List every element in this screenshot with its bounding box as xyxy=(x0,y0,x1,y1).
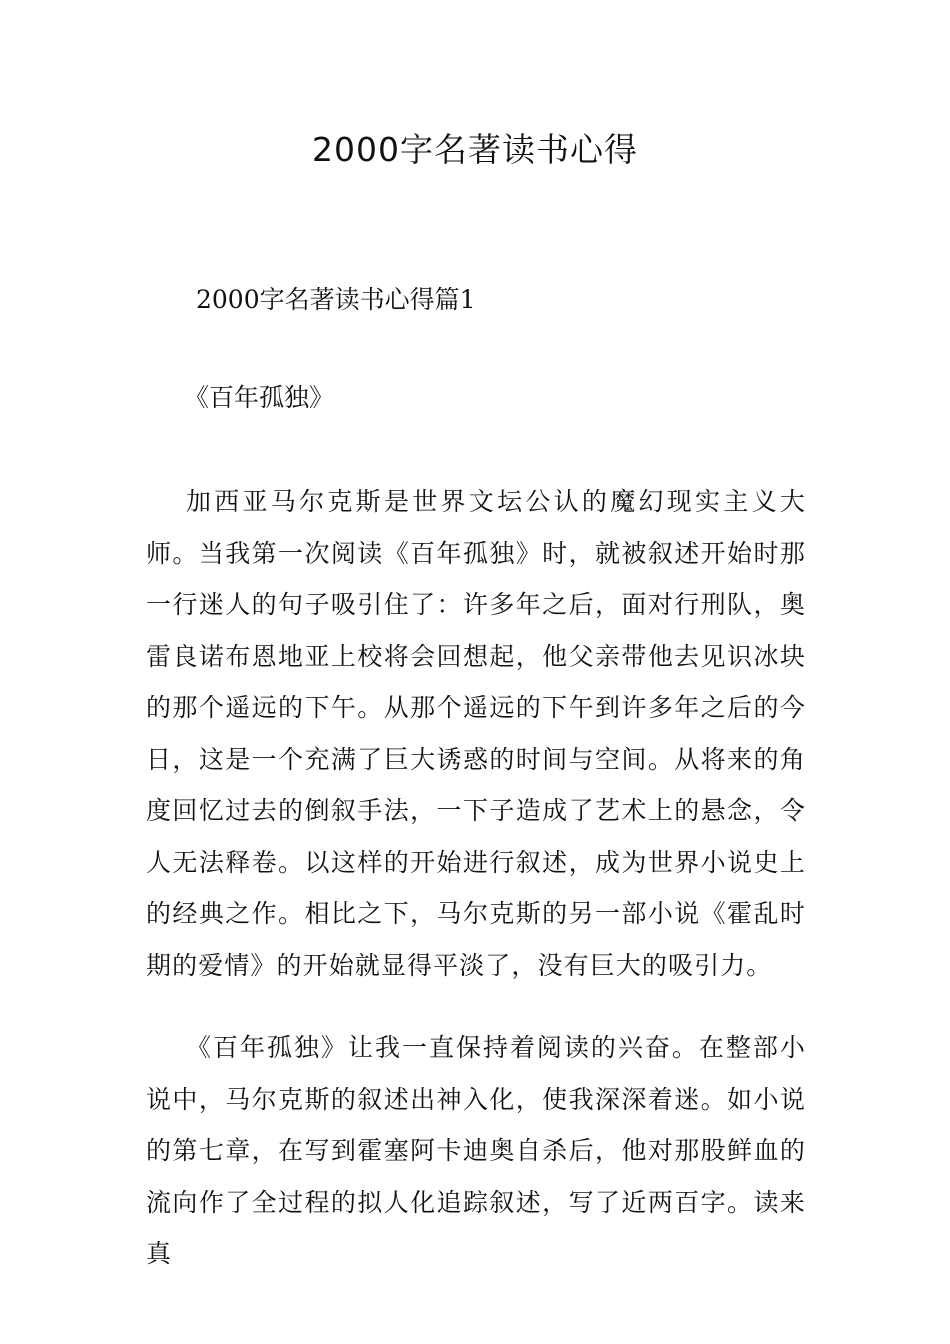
book-title: 《百年孤独》 xyxy=(184,383,335,412)
paragraph-2: 《百年孤独》让我一直保持着阅读的兴奋。在整部小说中，马尔克斯的叙述出神入化，使我深深着迷。如小说的第七章，在写到霍塞阿卡迪奥自杀后，他对那股鲜血的流向作了全过程的拟人化追踪叙述，写了近两百字。读来真 xyxy=(146,1033,806,1268)
document-title: 2000字名著读书心得 xyxy=(312,130,638,169)
paragraph-1: 加西亚马尔克斯是世界文坛公认的魔幻现实主义大师。当我第一次阅读《百年孤独》时，就被叙述开始时那一行迷人的句子吸引住了：许多年之后，面对行刑队，奥雷良诺布恩地亚上校将会回想起，他父亲带他去见识冰块的那个遥远的下午。从那个遥远的下午到许多年之后的今日，这是一个充满了巨大诱惑的时间与空间。从将来的角度回忆过去的倒叙手法，一下子造成了艺术上的悬念，令人无法释卷。以这样的开始进行叙述，成为世界小说史上的经典之作。相比之下，马尔克斯的另一部小说《霍乱时期的爱情》的开始就显得平淡了，没有巨大的吸引力。 xyxy=(146,487,806,980)
section-heading: 2000字名著读书心得篇1 xyxy=(196,285,476,314)
